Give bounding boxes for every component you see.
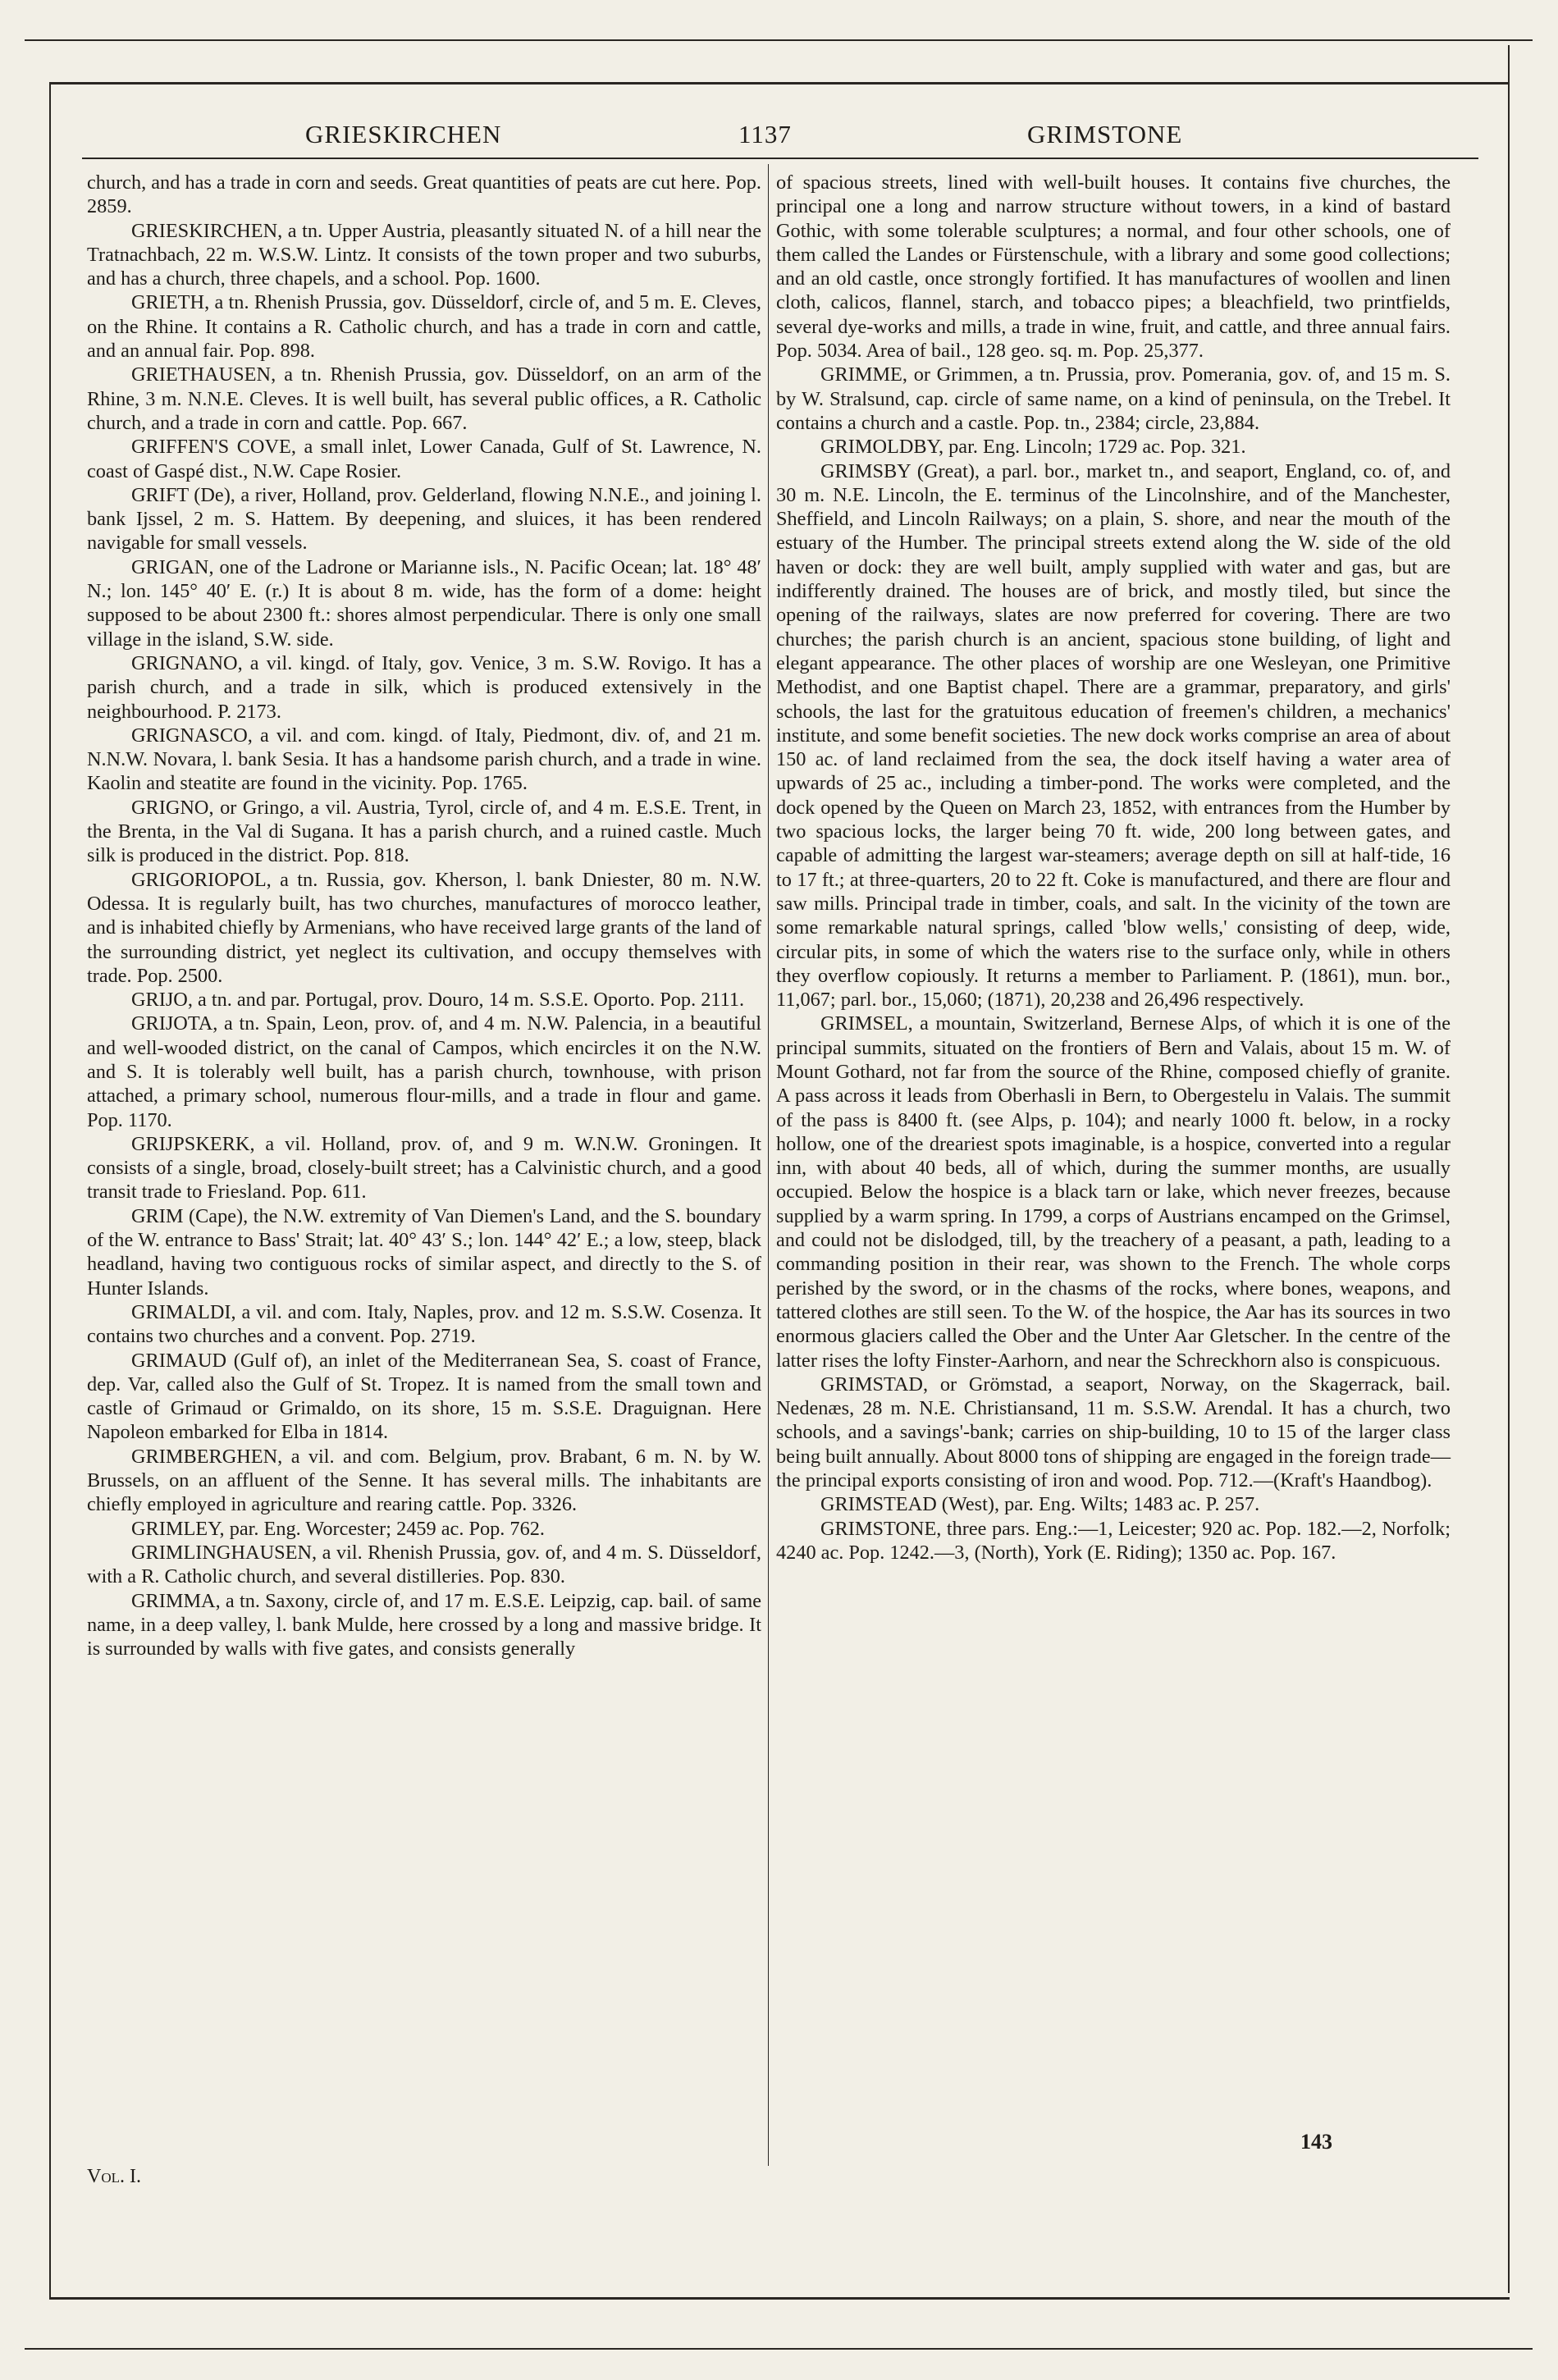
- entry-headword: GRIM (Cape),: [131, 1204, 249, 1227]
- gazetteer-entry: [87, 1132, 761, 1204]
- header-rule: [82, 158, 1478, 159]
- gazetteer-entry: [87, 724, 761, 796]
- gazetteer-entry: [87, 796, 761, 868]
- entry-headword: GRIMSTONE,: [820, 1517, 942, 1540]
- gazetteer-entry: [87, 171, 761, 219]
- gazetteer-entry: [87, 555, 761, 651]
- entry-text: a tn. Rhenish Prussia, gov. Düsseldorf, on an arm of the Rhine, 3 m. N.N.E. Cleves. It is well built, has several public offices, a R. Catholic church, and a trade in corn and cattle. Pop. 667.: [87, 363, 761, 434]
- bottom-border-outer: [25, 2348, 1533, 2350]
- gazetteer-entry: [87, 1300, 761, 1349]
- volume-label: Vol. I.: [87, 2166, 141, 2187]
- running-header: [82, 113, 1477, 154]
- gazetteer-entry: [87, 868, 761, 988]
- entry-text: a tn. and par. Portugal, prov. Douro, 14 m. S.S.E. Oporto. Pop. 2111.: [192, 989, 745, 1012]
- gazetteer-entry: [87, 290, 761, 363]
- column-divider: [768, 164, 769, 2166]
- entry-text: or Gringo, a vil. Austria, Tyrol, circle of, and 4 m. E.S.E. Trent, in the Brenta, in the Val di Sugana. It has a parish church, and a ruined castle. Much silk is produced in the district. Pop. 818.: [87, 796, 761, 867]
- gazetteer-entry: [87, 219, 761, 291]
- gazetteer-entry: [87, 483, 761, 555]
- gazetteer-entry: [87, 1541, 761, 1589]
- entry-headword: GRIJO,: [131, 989, 193, 1012]
- entry-headword: GRIMBERGHEN,: [131, 1445, 283, 1468]
- entry-text: a parl. bor., market tn., and seaport, England, co. of, and 30 m. N.E. Lincoln, the E. terminus of the Lincolnshire, and of the Manchester, Sheffield, and Lincoln Railways; on a plain, S. shore, and near the mouth of the estuary of the Humber. The principal streets extend along the W. side of the old haven or dock: they are well built, amply supplied with water and gas, but are indifferently drained. The houses are of brick, and mostly tiled, but since the opening of the railways, slates are now preferred for covering. There are two churches; the parish church is an ancient, spacious stone building, of light and elegant appearance. The other places of worship are one Wesleyan, one Primitive Methodist, and one Baptist chapel. There are a grammar, preparatory, and girls' schools, the last for the gratuitous education of freemen's children, a mechanics' institute, and some benefit societies. The new dock works comprise an area of about 150 ac. of land reclaimed from the sea, the dock itself having a water area of upwards of 25 ac., including a timber-pond. The works were completed, and the dock opened by the Queen on March 23, 1852, with entrances from the Humber by two spacious locks, the larger being 70 ft. wide, 200 long between gates, and capable of admitting the largest war-steamers; average depth on sill at half-tide, 16 to 17 ft.; at three-quarters, 20 to 22 ft. Coke is manufactured, and there are flour and saw mills. Principal trade in timber, coals, and salt. In the vicinity of the town are some remarkable natural springs, called 'blow wells,' consisting of deep, wide, circular pits, in some of which the waters rise to the surface only, while in others they overflow copiously. It returns a member to Parliament. P. (1861), mun. bor., 11,067; parl. bor., 15,060; (1871), 20,238 and 26,496 respectively.: [776, 459, 1451, 1012]
- entry-text: three pars. Eng.:—1, Leicester; 920 ac. Pop. 182.—2, Norfolk; 4240 ac. Pop. 1242.—3, (North), York (E. Riding); 1350 ac. Pop. 167.: [776, 1517, 1451, 1564]
- left-column: [87, 171, 761, 1661]
- entry-text: a river, Holland, prov. Gelderland, flowing N.N.E., and joining l. bank Ijssel, 2 m. S. Hattem. By deepening, and sluices, it has been rendered navigable for small vessels.: [87, 483, 762, 555]
- top-border-outer: [25, 39, 1533, 41]
- entry-text: a vil. and com. Belgium, prov. Brabant, 6 m. N. by W. Brussels, on an affluent of the Senne. It has several mills. The inhabitants are chiefly employed in agriculture and rearing cattle. Pop. 3326.: [87, 1445, 761, 1516]
- entry-headword: GRIJPSKERK,: [131, 1132, 255, 1155]
- gazetteer-entry: [87, 1204, 761, 1300]
- right-column: [776, 171, 1451, 1565]
- header-right-word: GRIMSTONE: [1027, 120, 1183, 148]
- gazetteer-entry: [87, 1445, 761, 1517]
- entry-text: a vil. kingd. of Italy, gov. Venice, 3 m. S.W. Rovigo. It has a parish church, and a trade in silk, which is produced extensively in the neighbourhood. P. 2173.: [87, 651, 761, 723]
- entry-headword: GRIGAN,: [131, 555, 214, 578]
- entry-text: par. Eng. Worcester; 2459 ac. Pop. 762.: [224, 1517, 545, 1540]
- entry-headword: GRIETHAUSEN,: [131, 363, 276, 386]
- entry-text: par. Eng. Wilts; 1483 ac. P. 257.: [999, 1493, 1260, 1516]
- entry-text: one of the Ladrone or Marianne isls., N. Pacific Ocean; lat. 18° 48′ N.; lon. 145° 40′ E. (r.) It is about 8 m. wide, has the form of a dome: height supposed to be about 2300 ft.: shores almost perpendicular. There is only one small village in the island, S.W. side.: [87, 555, 761, 651]
- entry-text: a tn. Upper Austria, pleasantly situated N. of a hill near the Tratnachbach, 22 m. W.S.W. Lintz. It consists of the town proper and two suburbs, and has a church, three chapels, and a school. Pop. 1600.: [87, 219, 761, 290]
- gazetteer-entry: [776, 435, 1451, 459]
- gazetteer-entry: [776, 1012, 1451, 1372]
- entry-headword: GRIJOTA,: [131, 1012, 218, 1035]
- entry-text: par. Eng. Lincoln; 1729 ac. Pop. 321.: [943, 436, 1246, 459]
- gazetteer-entry: [87, 363, 761, 435]
- gazetteer-entry: [87, 988, 761, 1012]
- gazetteer-entry: [776, 1492, 1451, 1516]
- entry-headword: GRIFFEN'S COVE,: [131, 436, 296, 459]
- entry-text: a tn. Saxony, circle of, and 17 m. E.S.E. Leipzig, cap. bail. of same name, in a deep valley, l. bank Mulde, here crossed by a long and massive bridge. It is surrounded by walls with five gates, and consists generally: [87, 1589, 761, 1661]
- gazetteer-entry: [776, 171, 1451, 363]
- entry-text: a tn. Russia, gov. Kherson, l. bank Dniester, 80 m. N.W. Odessa. It is regularly built, has two churches, manufactures of morocco leather, and is inhabited chiefly by Armenians, who have received large grants of the land of the surrounding district, yet neglect its cultivation, and occupy themselves with trade. Pop. 2500.: [87, 868, 761, 987]
- entry-headword: GRIMLINGHAUSEN,: [131, 1541, 318, 1564]
- top-border-inner: [49, 82, 1510, 85]
- bottom-border-inner: [49, 2297, 1510, 2300]
- gazetteer-entry: [87, 435, 761, 483]
- gazetteer-entry: [87, 1349, 761, 1445]
- entry-text: of spacious streets, lined with well-built houses. It contains five churches, the principal one a long and narrow structure without towers, in a kind of bastard Gothic, with some tolerable sculptures; a normal, and four other schools, one of them called the Landes or Fürstenschule, with a library and some good collections; and an old castle, once strongly fortified. It has manufactures of woollen and linen cloth, calicos, flannel, starch, and tobacco pipes; a bleachfield, two printfields, several dye-works and mills, a trade in wine, fruit, and cattle, and three annual fairs. Pop. 5034. Area of bail., 128 geo. sq. m. Pop. 25,377.: [776, 171, 1451, 363]
- entry-headword: GRIFT (De),: [131, 483, 235, 506]
- gazetteer-entry: [87, 651, 761, 724]
- gazetteer-entry: [776, 1517, 1451, 1565]
- entry-text: an inlet of the Mediterranean Sea, S. coast of France, dep. Var, called also the Gulf of St. Tropez. It is named from the small town and castle of Grimaud or Grimaldo, on its shore, 15 m. S.S.E. Draguignan. Here Napoleon embarked for Elba in 1814.: [87, 1349, 761, 1444]
- entry-text: or Grömstad, a seaport, Norway, on the Skagerrack, bail. Nedenæs, 28 m. N.E. Christiansand, 11 m. S.S.W. Arendal. It has a church, two schools, and a savings'-bank; carries on ship-building, 10 to 15 of the larger class being built annually. About 8000 tons of shipping are engaged in the foreign trade—the principal exports consisting of iron and wood. Pop. 712.—(Kraft's Haandbog).: [776, 1373, 1451, 1492]
- entry-text: a vil. Rhenish Prussia, gov. of, and 4 m. S. Düsseldorf, with a R. Catholic church, and several distilleries. Pop. 830.: [87, 1541, 761, 1588]
- entry-headword: GRIMSTEAD (West),: [820, 1493, 1000, 1516]
- entry-headword: GRIGORIOPOL,: [131, 868, 272, 891]
- gazetteer-entry: [776, 1373, 1451, 1492]
- entry-text: church, and has a trade in corn and seeds. Great quantities of peats are cut here. Pop. 2859.: [87, 171, 761, 218]
- entry-headword: GRIMAUD (Gulf of),: [131, 1349, 313, 1372]
- entry-headword: GRIGNASCO,: [131, 724, 253, 747]
- header-left-word: GRIESKIRCHEN: [305, 120, 502, 148]
- entry-text: a vil. and com. Italy, Naples, prov. and 12 m. S.S.W. Cosenza. It contains two churches and a convent. Pop. 2719.: [87, 1300, 761, 1348]
- entry-text: the N.W. extremity of Van Diemen's Land, and the S. boundary of the W. entrance to Bass' Strait; lat. 40° 43′ S.; lon. 144° 42′ E.; a low, steep, black headland, having two contiguous rocks of similar aspect, and directly to the S. of Hunter Islands.: [87, 1204, 761, 1300]
- entry-text: a tn. Rhenish Prussia, gov. Düsseldorf, circle of, and 5 m. E. Cleves, on the Rhine. It contains a R. Catholic church, and has a trade in corn and cattle, and an annual fair. Pop. 898.: [87, 291, 761, 363]
- entry-text: or Grimmen, a tn. Prussia, prov. Pomerania, gov. of, and 15 m. S. by W. Stralsund, cap. circle of same name, on a kind of peninsula, on the Trebel. It contains a church and a castle. Pop. tn., 2384; circle, 23,884.: [776, 363, 1451, 434]
- gazetteer-entry: [776, 459, 1451, 1012]
- gazetteer-entry: [87, 1012, 761, 1131]
- entry-headword: GRIMMA,: [131, 1589, 221, 1612]
- entry-text: a small inlet, Lower Canada, Gulf of St. Lawrence, N. coast of Gaspé dist., N.W. Cape Rosier.: [87, 436, 762, 482]
- entry-headword: GRIMSEL,: [820, 1012, 913, 1035]
- entry-text: a vil. Holland, prov. of, and 9 m. W.N.W. Groningen. It consists of a single, broad, closely-built street; has a Calvinistic church, and a good transit trade to Friesland. Pop. 611.: [87, 1132, 761, 1204]
- page-number: 1137: [738, 120, 792, 148]
- entry-headword: GRIMALDI,: [131, 1300, 236, 1323]
- entry-headword: GRIESKIRCHEN,: [131, 219, 283, 242]
- entry-text: a vil. and com. kingd. of Italy, Piedmont, div. of, and 21 m. N.N.W. Novara, l. bank Sesia. It has a handsome parish church, and a trade in wine. Kaolin and steatite are found in the vicinity. Pop. 1765.: [87, 724, 761, 795]
- signature-mark: 143: [1300, 2130, 1332, 2154]
- entry-headword: GRIMSTAD,: [820, 1373, 929, 1396]
- gazetteer-entry: [776, 363, 1451, 435]
- gazetteer-entry: [87, 1517, 761, 1541]
- entry-headword: GRIETH,: [131, 291, 210, 314]
- entry-headword: GRIMOLDBY,: [820, 436, 944, 459]
- entry-headword: GRIMSBY (Great),: [820, 459, 980, 482]
- entry-headword: GRIGNANO,: [131, 651, 243, 674]
- entry-text: a mountain, Switzerland, Bernese Alps, of which it is one of the principal summits, situated on the frontiers of Bern and Valais, about 15 m. W. of Mount Gothard, not far from the source of the Rhine, composed chiefly of granite. A pass across it leads from Oberhasli in Bern, to Obergestelu in Valais. The summit of the pass is 8400 ft. (see Alps, p. 104); and nearly 1000 ft. below, in a rocky hollow, one of the dreariest spots imaginable, is a hospice, converted into a regular inn, with about 40 beds, all of which, during the summer months, are usually occupied. Below the hospice is a black tarn or lake, which never freezes, because supplied by a warm spring. In 1799, a corps of Austrians encamped on the Grimsel, and could not be dislodged, till, by the treachery of a peasant, a path, leading to a commanding position in their rear, was shown to the French. The whole corps perished by the sword, or in the chasms of the rocks, where bones, weapons, and tattered clothes are still seen. To the W. of the hospice, the Aar has its sources in two enormous glaciers called the Ober and the Unter Aar Gletscher. In the centre of the latter rises the lofty Finster-Aarhorn, and near the Schreckhorn also is conspicuous.: [776, 1012, 1451, 1372]
- entry-headword: GRIMME,: [820, 363, 907, 386]
- entry-text: a tn. Spain, Leon, prov. of, and 4 m. N.W. Palencia, in a beautiful and well-wooded district, on the canal of Campos, which encircles it on the N.W. and S. It is tolerably well built, has a parish church, townhouse, with prison attached, a primary school, numerous flour-mills, and a trade in flour and game. Pop. 1170.: [87, 1012, 761, 1131]
- gazetteer-entry: [87, 1589, 761, 1661]
- entry-headword: GRIGNO,: [131, 796, 214, 819]
- right-border: [1508, 45, 1510, 2293]
- left-border: [49, 82, 51, 2297]
- entry-headword: GRIMLEY,: [131, 1517, 225, 1540]
